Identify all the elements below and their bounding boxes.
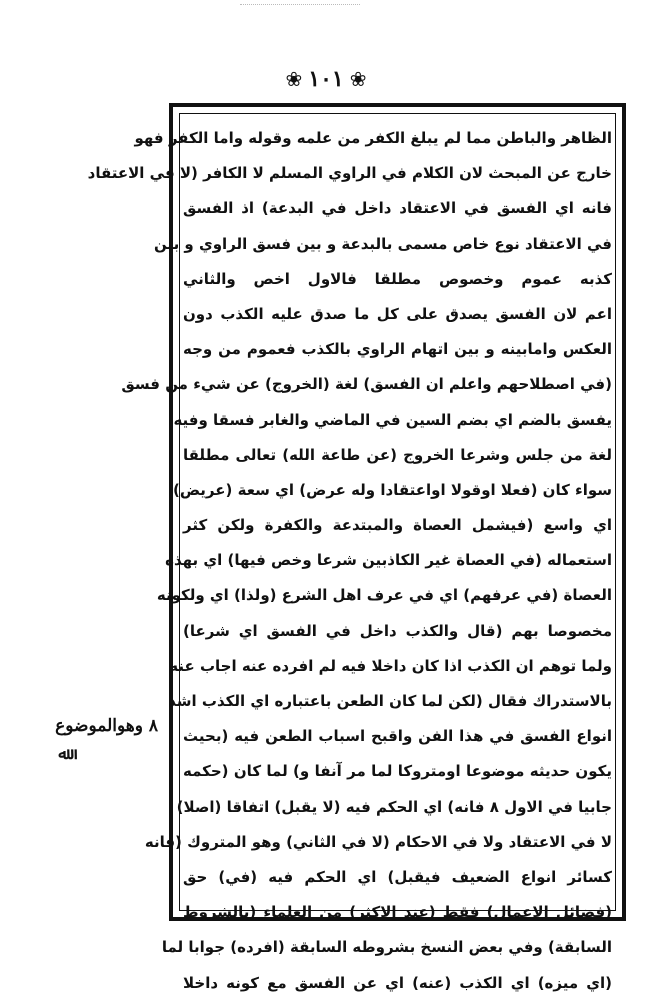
- text-line: لغة من جلس وشرعا الخروج (عن طاعة الله) تعالى مطلقا: [183, 445, 612, 464]
- text-line: كذبه عموم وخصوص مطلقا فالاول اخص والثاني: [183, 269, 612, 288]
- text-line: (في اصطلاحهم واعلم ان الفسق) لغة (الخروج) عن شيء من فسق: [121, 375, 612, 394]
- text-line: في الاعتقاد نوع خاص مسمى بالبدعة و بين فسق الراوي و بين: [153, 234, 612, 253]
- text-line: بالاستدراك فقال (لكن لما كان الطعن باعتباره اي الكذب اشد: [168, 692, 612, 710]
- text-line: العكس وامابينه و بين اتهام الراوي بالكذب فعموم من وجه: [183, 340, 612, 359]
- ornament-left: ❀: [285, 67, 303, 91]
- text-line: كسائر انواع الضعيف فيقبل) اي الحكم فيه (في) حق: [183, 867, 612, 886]
- text-line: الظاهر والباطن مما لم يبلغ الكفر من علمه وقوله واما الكفر فهو: [134, 129, 612, 147]
- text-line: جابيا في الاول ٨ فانه) اي الحكم فيه (لا يقبل) اتفاقا (اصلا): [176, 797, 612, 816]
- text-line: اعم لان الفسق يصدق على كل ما صدق عليه الكذب دون: [183, 304, 612, 323]
- text-line: سواء كان (فعلا اوقولا اواعتقادا وله عرض) اي سعة (عريض): [172, 480, 612, 499]
- text-line: (فضائل الاعمال) فقط (عند الاكثر) من العلماء (بالشروط: [183, 903, 612, 922]
- text-line: لا في الاعتقاد ولا في الاحكام (لا في الثاني) وهو المتروك (فانه: [144, 832, 612, 851]
- page-number: ١٠١: [308, 66, 344, 92]
- text-line: اي واسع (فيشمل العصاة والمبتدعة والكفرة ولكن كثر: [183, 516, 612, 535]
- text-line: (اي ميزه) اي الكذب (عنه) اي عن الفسق مع كونه داخلا: [183, 973, 612, 992]
- text-line: يفسق بالضم اي بضم السين في الماضي والغابر فسقا وفيه: [173, 410, 612, 429]
- text-line: فانه اي الفسق في الاعتقاد داخل في البدعة) اذ الفسق: [183, 199, 612, 218]
- text-line: السابقة) وفي بعض النسخ بشروطه السابقة (افرده) جوابا لما: [161, 938, 612, 957]
- margin-note-text: ٨ وهوالموضوع: [55, 716, 158, 736]
- top-speck: [240, 4, 360, 11]
- text-line: مخصوصا بهم (قال والكذب داخل في الفسق اي شرعا): [183, 621, 612, 640]
- margin-note-mark: ﷲ: [58, 744, 68, 763]
- text-line: انواع الفسق في هذا الفن واقبح اسباب الطعن فيه (بحيث: [183, 727, 612, 746]
- page-header: [0, 62, 652, 96]
- text-line: يكون حديثه موضوعا اومتروكا لما مر آنفا و) لما كان (حكمه: [183, 762, 612, 781]
- text-line: خارج عن المبحث لان الكلام في الراوي المسلم لا الكافر (لا في الاعتقاد: [87, 164, 612, 183]
- text-line: استعماله (في العصاة غير الكاذبين شرعا وخص فيها) اي بهذه: [165, 551, 612, 570]
- text-line: العصاة (في عرفهم) اي في عرف اهل الشرع (ولذا) اي ولكونه: [156, 586, 612, 605]
- ornament-right: ❀: [349, 67, 367, 91]
- margin-note: [8, 712, 158, 768]
- text-line: ولما توهم ان الكذب اذا كان داخلا فيه لم افرده عنه اجاب عنه: [169, 656, 612, 675]
